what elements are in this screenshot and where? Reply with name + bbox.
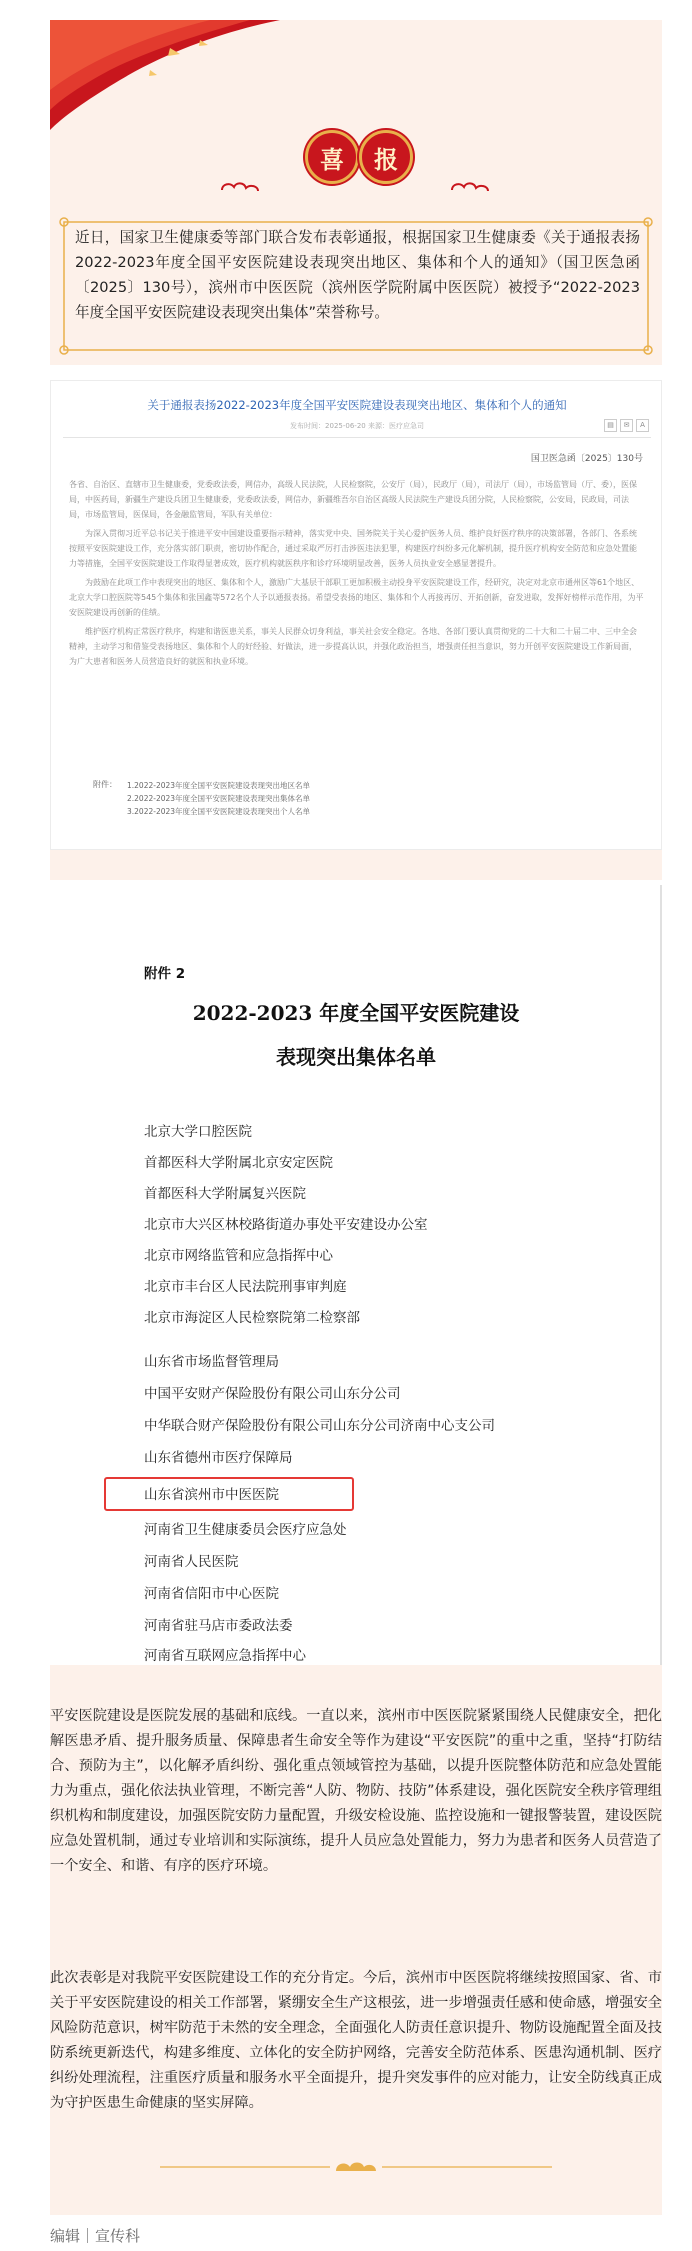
attachment-title-line1: 2022-2023 年度全国平安医院建设 xyxy=(192,1001,520,1025)
cloud-ornament-right-icon xyxy=(450,180,490,194)
notice-paragraph: 维护医疗机构正常医疗秩序，构建和谐医患关系，事关人民群众切身利益，事关社会安全稳定。各地、各部门要认真贯彻党的二十大和二十届二中、三中全会精神，主动学习和借鉴受表扬地区、集体和个人的好经验、好做法，进一步提高认识，并强化政治担当，增强责任担当意识，努力开创平安医院建设工作新局面，为广大患者和医务人员营造良好的就医和执业环境。 xyxy=(69,627,637,666)
attachment-link[interactable]: 3.2022-2023年度全国平安医院建设表现突出个人名单 xyxy=(127,807,311,816)
attachment-tag: 附件 2 xyxy=(144,966,186,982)
org-item: 首都医科大学附属复兴医院 xyxy=(144,1186,306,1202)
notice-meta: 发布时间：2025-06-20 来源：医疗应急司 xyxy=(290,422,424,430)
org-item: 北京市大兴区林校路街道办事处平安建设办公室 xyxy=(144,1217,428,1233)
notice-document xyxy=(50,380,662,850)
org-item-highlighted: 山东省滨州市中医医院 xyxy=(144,1487,279,1503)
attachment-page xyxy=(50,885,662,1665)
org-item: 北京大学口腔医院 xyxy=(144,1124,252,1140)
org-item: 河南省信阳市中心医院 xyxy=(144,1586,279,1602)
print-icon[interactable]: ▤ xyxy=(604,419,617,432)
org-item: 中华联合财产保险股份有限公司山东分公司济南中心支公司 xyxy=(144,1418,495,1434)
org-item: 北京市海淀区人民检察院第二检察部 xyxy=(144,1310,360,1326)
xi-character-badge xyxy=(305,130,359,184)
divider-ornament-icon xyxy=(160,2155,552,2179)
notice-paragraph: 各省、自治区、直辖市卫生健康委，党委政法委，网信办，高级人民法院，人民检察院，公安厅（局），民政厅（局），司法厅（局），市场监管局（厅、委），医保局，中医药局，新疆生产建设兵团卫生健康委，党委政法委，网信办，新疆维吾尔自治区高级人民法院生产建设兵团分院，人民检察院，公安局，民政局，司法局，市场监管局，医保局，各金融监管局，军队有关单位： xyxy=(69,480,637,519)
body-paragraph-2: 此次表彰是对我院平安医院建设工作的充分肯定。今后，滨州市中医医院将继续按照国家、省、市关于平安医院建设的相关工作部署，紧绷安全生产这根弦，进一步增强责任感和使命感，增强安全风险防范意识，树牢防范于未然的安全理念，全面强化人防责任意识提升、物防设施配置全面及技防系统更新迭代，构建多维度、立体化的安全防护网络，完善安全防范体系、医患沟通机制、医疗纠纷处理流程，注重医疗质量和服务水平全面提升，提升突发事件的应对能力，让安全防线真正成为守护医患生命健康的坚实屏障。 xyxy=(50,1970,662,2111)
org-item: 中国平安财产保险股份有限公司山东分公司 xyxy=(144,1386,401,1402)
org-item: 北京市网络监管和应急指挥中心 xyxy=(144,1248,333,1264)
notice-bottom-band xyxy=(50,850,662,880)
attachments-label: 附件： xyxy=(93,780,117,789)
xi-character: 喜 xyxy=(320,145,344,174)
notice-doc-number: 国卫医急函〔2025〕130号 xyxy=(530,454,643,464)
notice-paragraph: 为鼓励在此项工作中表现突出的地区、集体和个人，激励广大基层干部职工更加积极主动投身平安医院建设工作，经研究，决定对北京市通州区等61个地区、北京大学口腔医院等545个集体和张国鑫等572名个人予以通报表扬。希望受表扬的地区、集体和个人再接再厉、开拓创新，奋发进取，发挥好榜样示范作用，为平安医院建设再创新的佳绩。 xyxy=(69,578,644,617)
cloud-ornament-left-icon xyxy=(220,180,260,194)
attachment-link[interactable]: 1.2022-2023年度全国平安医院建设表现突出地区名单 xyxy=(127,781,311,790)
org-item: 山东省市场监督管理局 xyxy=(144,1354,279,1370)
font-size-icon[interactable]: A xyxy=(636,419,649,432)
share-icon[interactable]: ✉ xyxy=(620,419,633,432)
attachments-list xyxy=(127,779,310,818)
notice-tools xyxy=(601,419,649,432)
notice-paragraph: 为深入贯彻习近平总书记关于推进平安中国建设重要指示精神，落实党中央、国务院关于关心爱护医务人员、维护良好医疗秩序的决策部署，各部门、各系统按照平安医院建设工作，充分落实部门职责，密切协作配合，通过采取严厉打击涉医违法犯罪，构建医疗纠纷多元化解机制，提升医疗机构安全防范和应急处置能力等措施，全国平安医院建设工作取得显著成效，医疗机构就医秩序和诊疗环境明显改善，医务人员执业安全感显著提升。 xyxy=(69,529,637,568)
org-item: 河南省驻马店市委政法委 xyxy=(144,1618,293,1634)
bao-character-badge xyxy=(359,130,413,184)
attachment-link[interactable]: 2.2022-2023年度全国平安医院建设表现突出集体名单 xyxy=(127,794,311,803)
bao-character: 报 xyxy=(374,145,398,174)
attachment-title-line2: 表现突出集体名单 xyxy=(276,1045,436,1069)
notice-title: 关于通报表扬2022-2023年度全国平安医院建设表现突出地区、集体和个人的通知 xyxy=(147,398,567,412)
org-item: 北京市丰台区人民法院刑事审判庭 xyxy=(144,1279,347,1295)
congrats-banner xyxy=(50,20,662,365)
footer-credit: 编辑｜宣传科 xyxy=(50,2227,141,2245)
org-item: 河南省互联网应急指挥中心 xyxy=(144,1648,306,1664)
org-item: 山东省德州市医疗保障局 xyxy=(144,1450,293,1466)
notice-divider xyxy=(63,437,651,438)
red-ribbon-decoration xyxy=(50,20,280,130)
body-paragraph-1: 平安医院建设是医院发展的基础和底线。一直以来，滨州市中医医院紧紧围绕人民健康安全，把化解医患矛盾、提升服务质量、保障患者生命安全等作为建设“平安医院”的重中之重，坚持“打防结合、预防为主”，以化解矛盾纠纷、强化重点领域管控为基础，以提升医院整体防范和应急处置能力为重点，强化依法执业管理，不断完善“人防、物防、技防”体系建设，强化医院安全秩序管理组织机构和制度建设，加强医院安防力量配置，升级安检设施、监控设施和一键报警装置，建设医院应急处置机制，通过专业培训和实际演练，提升人员应急处置能力，努力为患者和医务人员营造了一个安全、和谐、有序的医疗环境。 xyxy=(50,1708,662,1874)
org-item: 河南省人民医院 xyxy=(144,1554,239,1570)
org-item: 首都医科大学附属北京安定医院 xyxy=(144,1155,333,1171)
intro-paragraph: 近日，国家卫生健康委等部门联合发布表彰通报，根据国家卫生健康委《关于通报表扬2022-2023年度全国平安医院建设表现突出地区、集体和个人的通知》（国卫医急函〔2025〕130号），滨州市中医医院（滨州医学院附属中医医院）被授予“2022-2023年度全国平安医院建设表现突出集体”荣誉称号。 xyxy=(75,229,640,321)
org-item: 河南省卫生健康委员会医疗应急处 xyxy=(144,1522,347,1538)
notice-body xyxy=(69,477,644,673)
highlight-box xyxy=(104,1477,354,1511)
